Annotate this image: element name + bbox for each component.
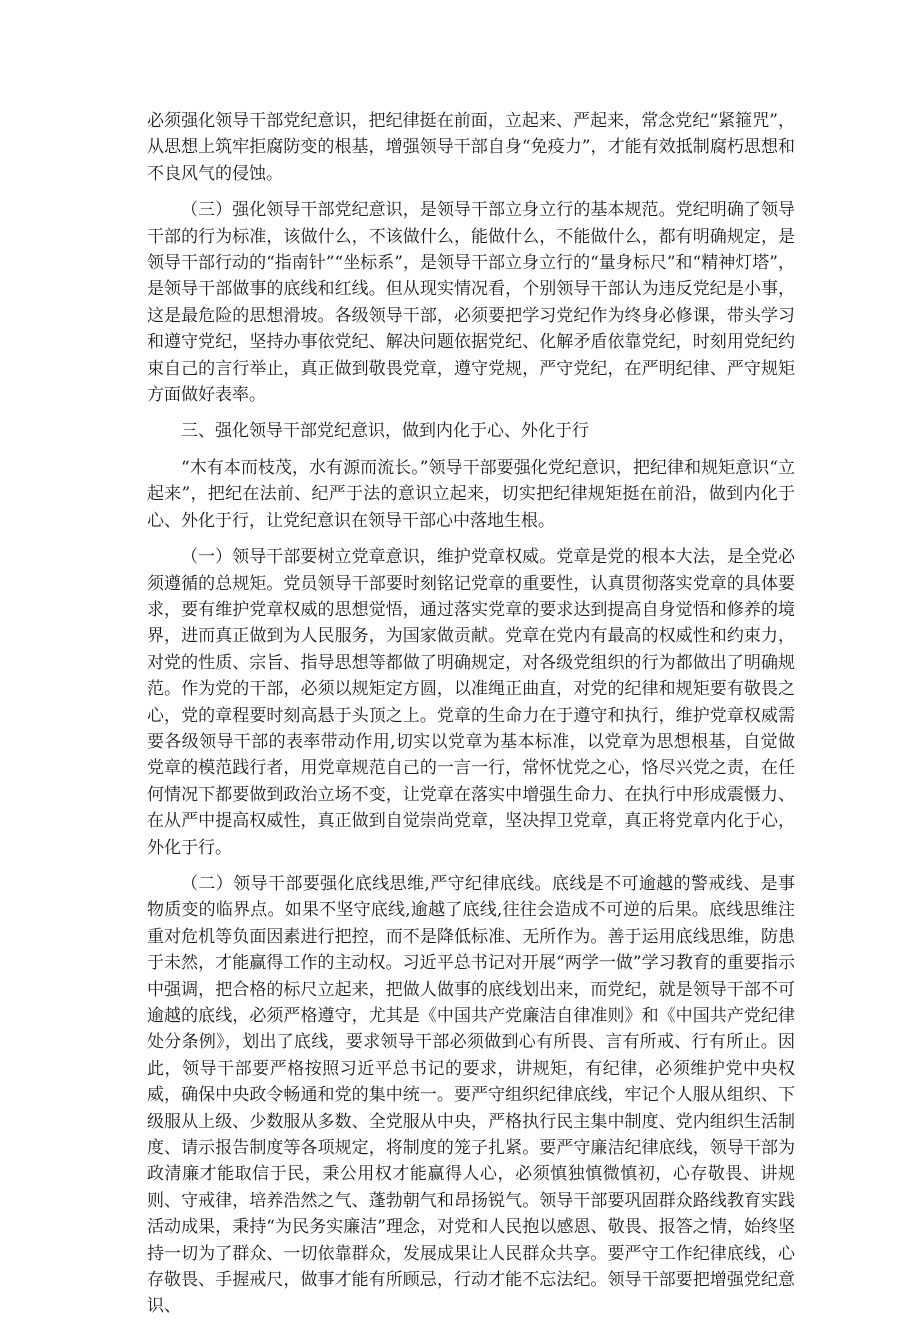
- paragraph-intro-quote: “木有本而枝茂，水有源而流长。”领导干部要强化党纪意识，把纪律和规矩意识“立起来”，把纪在法前、纪严于法的意识立起来，切实把纪律规矩挺在前沿，做到内化于心、外化于行，让党纪意识在领导干部心中落地生根。: [147, 457, 795, 531]
- paragraph-subsection-two: （二）领导干部要强化底线思维,严守纪律底线。底线是不可逾越的警戒线、是事物质变的临界点。如果不坚守底线,逾越了底线,往往会造成不可逆的后果。底线思维注重对危机等负面因素进行把控，而不是降低标准、无所作为。善于运用底线思维，防患于未然，才能赢得工作的主动权。习近平总书记对开展“两学一做”学习教育的重要指示中强调，把合格的标尺立起来，把做人做事的底线划出来，而党纪，就是领导干部不可逾越的底线，必须严格遵守，尤其是《中国共产党廉洁自律准则》和《中国共产党纪律处分条例》，划出了底线，要求领导干部必须做到心有所畏、言有所戒、行有所止。因此，领导干部要严格按照习近平总书记的要求，讲规矩，有纪律，必须维护党中央权威，确保中央政令畅通和党的集中统一。要严守组织纪律底线，牢记个人服从组织、下级服从上级、少数服从多数、全党服从中央，严格执行民主集中制度、党内组织生活制度、请示报告制度等各项规定，将制度的笼子扎紧。要严守廉洁纪律底线，领导干部为政清廉才能取信于民，秉公用权才能赢得人心，必须慎独慎微慎初，心存敬畏、讲规则、守戒律，培养浩然之气、蓬勃朝气和昂扬锐气。领导干部要巩固群众路线教育实践活动成果，秉持“为民务实廉洁”理念，对党和人民抱以感恩、敬畏、报答之情，始终坚持一切为了群众、一切依靠群众，发展成果让人民群众共享。要严守工作纪律底线，心存敬畏、手握戒尺，做事才能有所顾忌，行动才能不忘法纪。领导干部要把增强党纪意识、: [147, 873, 795, 1317]
- document-body: [147, 108, 795, 1330]
- paragraph-subsection-one: （一）领导干部要树立党章意识，维护党章权威。党章是党的根本大法，是全党必须遵循的总规矩。党员领导干部要时刻铭记党章的重要性，认真贯彻落实党章的具体要求，要有维护党章权威的思想觉悟，通过落实党章的要求达到提高自身觉悟和修养的境界，进而真正做到为人民服务，为国家做贡献。党章在党内有最高的权威性和约束力，对党的性质、宗旨、指导思想等都做了明确规定，对各级党组织的行为都做出了明确规范。作为党的干部，必须以规矩定方圆，以准绳正曲直，对党的纪律和规矩要有敬畏之心，党的章程要时刻高悬于头顶之上。党章的生命力在于遵守和执行，维护党章权威需要各级领导干部的表率带动作用,切实以党章为基本标准，以党章为思想根基，自觉做党章的模范践行者，用党章规范自己的一言一行，常怀忧党之心，恪尽兴党之责，在任何情况下都要做到政治立场不变，让党章在落实中增强生命力、在执行中形成震慑力、在从严中提高权威性，真正做到自觉崇尚党章，坚决捍卫党章，真正将党章内化于心，外化于行。: [147, 547, 795, 858]
- paragraph-continuation: 必须强化领导干部党纪意识，把纪律挺在前面，立起来、严起来，常念党纪“紧箍咒”，从思想上筑牢拒腐防变的根基，增强领导干部自身“免疫力”，才能有效抵制腐朽思想和不良风气的侵蚀。: [147, 111, 795, 184]
- section-heading-three: 三、强化领导干部党纪意识，做到内化于心、外化于行: [181, 421, 589, 442]
- paragraph-section-three: （三）强化领导干部党纪意识，是领导干部立身立行的基本规范。党纪明确了领导干部的行为标准，该做什么，不该做什么，能做什么，不能做什么，都有明确规定，是领导干部行动的“指南针”“坐标系”，是领导干部立身立行的“量身标尺”和“精神灯塔”，是领导干部做事的底线和红线。但从现实情况看，个别领导干部认为违反党纪是小事，这是最危险的思想滑坡。各级领导干部，必须要把学习党纪作为终身必修课，带头学习和遵守党纪，坚持办事依党纪、解决问题依据党纪、化解矛盾依靠党纪，时刻用党纪约束自己的言行举止，真正做到敬畏党章，遵守党规，严守党纪，在严明纪律、严守规矩方面做好表率。: [147, 200, 795, 406]
